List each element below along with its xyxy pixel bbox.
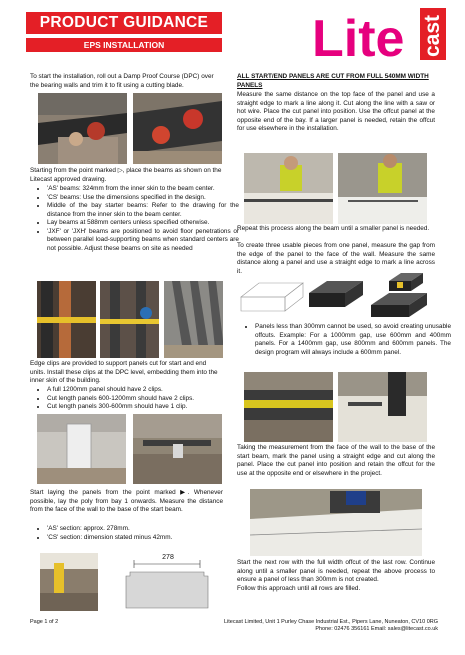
intro-text: To start the installation, roll out a Damp Proof Course (DPC) over the bearing walls and trim it to fit using a cutting blade.: [30, 73, 214, 89]
section-list: [31, 525, 239, 542]
photo-mark-panel: [338, 372, 427, 442]
list-item: • 'CS' section: dimension stated minus 42mm.: [47, 534, 239, 543]
clip-list: [31, 386, 239, 412]
panels-text: Start laying the panels from the point marked ▶. Whenever possible, lay the poly from bay 1 onwards. Measure the distance from the face of the wall to the base of the start beam.: [30, 489, 223, 513]
list-item: • 'AS' section: approx. 278mm.: [47, 525, 239, 534]
list-item: • 'AS' beams: 324mm from the inner skin to the beam center.: [47, 185, 239, 194]
photo-edge-clip-wall: [133, 414, 222, 484]
photo-laid-beams: [164, 281, 223, 358]
list-item: • Panels less than 300mm cannot be used, so avoid creating unusable offcuts. Example: For a 1000mm gap, use 600mm and 400mm panels. For a 1400mm gap, use 800mm and 600mm panels. The design program will always include a 600mm panel.: [255, 323, 451, 357]
litecast-logo: [308, 4, 458, 64]
dimension-label: 278: [158, 554, 178, 562]
list-item: • Lay beams at 588mm centers unless specified otherwise.: [47, 219, 239, 228]
company-contact: Phone: 02476 356161 Email: sales@litecast.co.uk: [315, 626, 438, 632]
photo-edge-clip-bag: [37, 414, 126, 484]
photo-placing-panel: [338, 153, 427, 224]
follow-text: Follow this approach until all rows are filled.: [237, 585, 361, 592]
section-diagram: [114, 554, 218, 612]
photo-panel-beam-gap: [244, 372, 333, 442]
photo-trim-dpc: [133, 93, 222, 164]
page-title: PRODUCT GUIDANCE: [26, 12, 222, 34]
list-item: • Cut length panels 300-600mm should have 1 clip.: [47, 403, 239, 412]
list-item: • 'JXF' or 'JXH' beams are positioned to avoid floor penetrations or between parallel load-supporting beams when standard centers are not possible. Adjust these beams on site as needed: [47, 228, 239, 254]
logo-side-text: cast: [421, 14, 444, 57]
photo-tape-measure: [37, 281, 96, 358]
logo-main-text: Lite: [312, 10, 405, 64]
page-number: Page 1 of 2: [30, 619, 59, 625]
panel-size-list: [239, 323, 451, 357]
company-address: Litecast Limited, Unit 1 Purley Chase Industrial Est., Pipers Lane, Nuneaton, CV10 0RG: [224, 619, 438, 625]
photo-laid-panels: [250, 489, 422, 556]
photo-panel-edge: [40, 553, 98, 611]
list-item: • Middle of the bay starter beams: Refer to the drawing for the distance from the inner skin to the beam center.: [47, 202, 239, 219]
next-row-text: Start the next row with the full width offcut of the last row. Continue along until a smaller panel is needed, repeat the above process to ensure a panel of less than 300mm is not created.: [237, 559, 435, 583]
photo-measure-beams: [100, 281, 159, 358]
panel-cut-diagram: [239, 271, 433, 319]
list-item: • 'CS' beams: Use the dimensions specified in the design.: [47, 194, 239, 203]
repeat-text: Repeat this process along the beam until a smaller panel is needed.: [237, 225, 430, 232]
taking-measure-text: Taking the measurement from the face of the wall to the base of the start beam, mark the panel using a straight edge and cut along the panel. Place the cut panel into position and retain the offcut for the use at the opposite end or elsewhere in the project.: [237, 444, 435, 477]
three-pieces-text: To create three usable pieces from one panel, measure the gap from the edge of the panel to the face of the wall. Measure the same distance along a panel and use a straight edge to mark a line across it.: [237, 242, 435, 275]
beam-list: [31, 185, 239, 253]
section-heading: ALL START/END PANELS ARE CUT FROM FULL 540MM WIDTH PANELS: [237, 73, 429, 89]
photo-dpc-roll: [38, 93, 127, 164]
list-item: • Cut length panels 600-1200mm should have 2 clips.: [47, 395, 239, 404]
list-item: • A full 1200mm panel should have 2 clips.: [47, 386, 239, 395]
edge-clips-text: Edge clips are provided to support panels cut for start and end units. Install these clips at the DPC level, embedding them into the inner skin of the building.: [30, 360, 218, 384]
measure-text: Measure the same distance on the top face of the panel and use a straight edge to mark a line along it. Cut along the line with a saw or hot wire. Place the cut panel into position. Use the offcut panel at the opposite end of the bay. If a larger panel is needed, retain the offcut for use elsewhere in the installation.: [237, 91, 435, 132]
start-text: Starting from the point marked ▷, place the beams as shown on the Litecast approved drawing.: [30, 167, 222, 183]
page-subtitle: EPS INSTALLATION: [26, 38, 222, 52]
photo-cutting-panel: [244, 153, 333, 224]
